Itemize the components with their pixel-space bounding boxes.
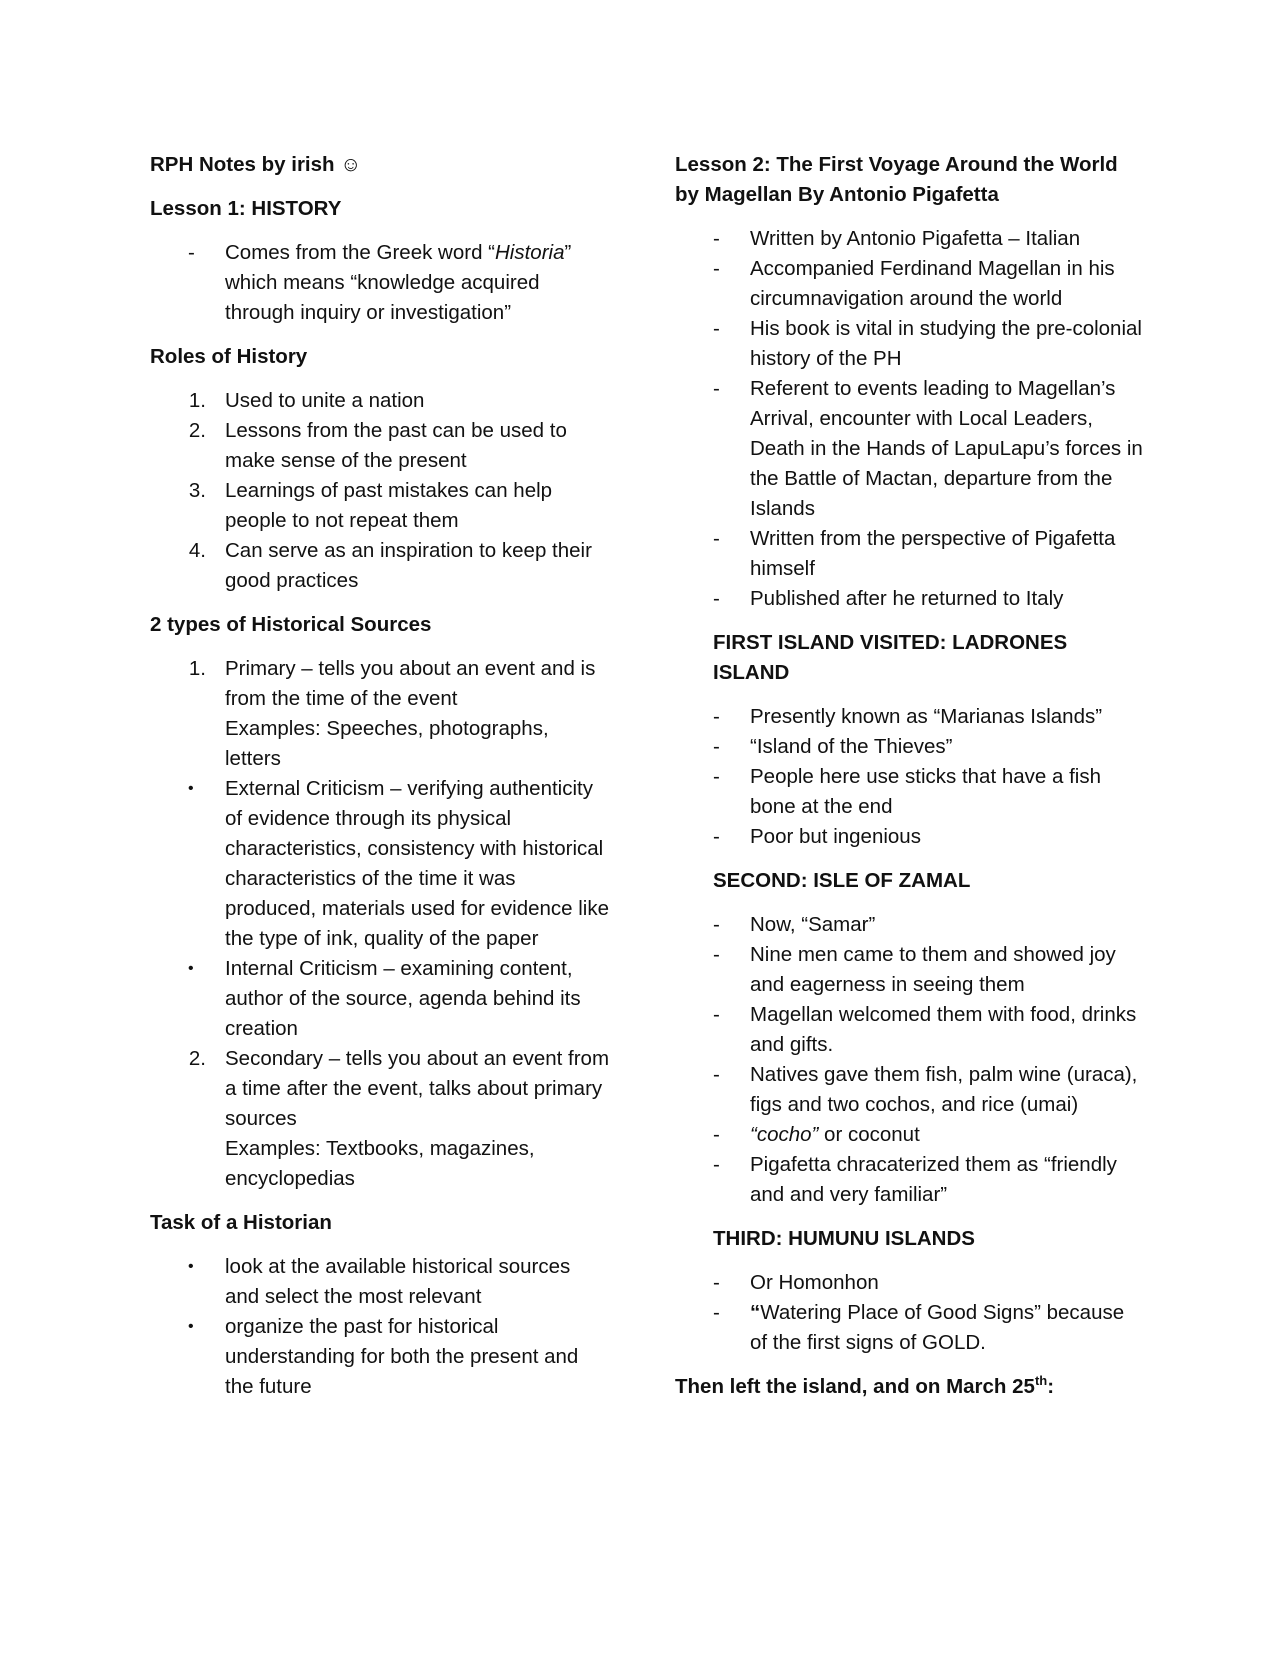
list-item: - “Island of the Thieves” [713,735,953,758]
list-item: - People here use sticks that have a fish bone at the end [713,765,1101,818]
tasks-list [150,1252,610,1402]
dash-marker: - [188,241,195,264]
list-item: - Natives gave them fish, palm wine (uraca), figs and two cochos, and rice (umai) [713,1063,1138,1116]
list-item: - Written by Antonio Pigafetta – Italian [713,227,1081,250]
smiley-icon: ☺ [340,153,362,176]
list-item: 2. Secondary – tells you about an event from a time after the event, talks about primary sources Examples: Textbooks, magazines, encyclopedias [188,1047,610,1190]
bullet-icon: • [188,780,194,797]
document-title: RPH Notes by irish ☺ [150,153,362,176]
list-item: - Published after he returned to Italy [713,587,1064,610]
list-item: • External Criticism – verifying authenticity of evidence through its physical characteristics, consistency with historical characteristics of the time it was produced, materials used for evidence like the type of ink, quality of the paper [150,774,610,954]
list-item: - Presently known as “Marianas Islands” [713,705,1103,728]
third-island-list [675,1268,1145,1358]
right-column [675,150,1145,1416]
list-item: - “Watering Place of Good Signs” because of the first signs of GOLD. [713,1301,1125,1354]
list-item: - Magellan welcomed them with food, drinks and gifts. [713,1003,1137,1056]
roles-list [150,386,610,596]
list-item: - Accompanied Ferdinand Magellan in his circumnavigation around the world [713,257,1115,310]
second-island-list [675,910,1145,1210]
list-item: 3. Learnings of past mistakes can help people to not repeat them [188,479,553,532]
list-item: • organize the past for historical understanding for both the present and the future [150,1312,610,1402]
list-item: 2. Lessons from the past can be used to make sense of the present [188,419,567,472]
list-item: - Pigafetta chracaterized them as “friendly and and very familiar” [713,1153,1117,1206]
list-item: - Nine men came to them and showed joy and eagerness in seeing them [713,943,1116,996]
sources-heading: 2 types of Historical Sources [150,613,432,636]
left-column [150,150,610,1402]
list-item: • Internal Criticism – examining content, author of the source, agenda behind its creation [150,954,610,1044]
list-item: - Now, “Samar” [713,913,876,936]
lesson1-heading: Lesson 1: HISTORY [150,197,342,220]
list-item: - Poor but ingenious [713,825,921,848]
list-item: • look at the available historical sources and select the most relevant [150,1252,610,1312]
bullet-icon: • [188,1318,194,1335]
lesson2-heading: Lesson 2: The First Voyage Around the World by Magellan By Antonio Pigafetta [675,153,1118,206]
task-heading: Task of a Historian [150,1211,332,1234]
list-item: 1. Primary – tells you about an event and is from the time of the event Examples: Speeches, photographs, letters [188,657,596,770]
lesson2-list [675,224,1145,614]
closing-line: Then left the island, and on March 25th: [675,1373,1055,1398]
list-item: - Written from the perspective of Pigafetta himself [713,527,1116,580]
list-item: - “cocho” or coconut [713,1123,920,1146]
first-island-heading: FIRST ISLAND VISITED: LADRONES ISLAND [713,631,1068,684]
second-island-heading: SECOND: ISLE OF ZAMAL [713,869,971,892]
roles-heading: Roles of History [150,345,308,368]
list-item: - His book is vital in studying the pre-colonial history of the PH [713,317,1142,370]
list-item: - Comes from the Greek word “Historia” which means “knowledge acquired through inquiry or investigation” [150,238,610,328]
list-item: - Or Homonhon [713,1271,879,1294]
third-island-heading: THIRD: HUMUNU ISLANDS [713,1227,975,1250]
list-item: 4. Can serve as an inspiration to keep their good practices [188,539,592,592]
list-item: - Referent to events leading to Magellan’s Arrival, encounter with Local Leaders, Death in the Hands of LapuLapu’s forces in the Battle of Mactan, departure from the Islands [713,377,1143,520]
first-island-list [675,702,1145,852]
bullet-icon: • [188,1258,194,1275]
sources-list [150,654,610,1194]
list-item: 1. Used to unite a nation [188,389,425,412]
history-definition-list [150,238,610,328]
bullet-icon: • [188,960,194,977]
